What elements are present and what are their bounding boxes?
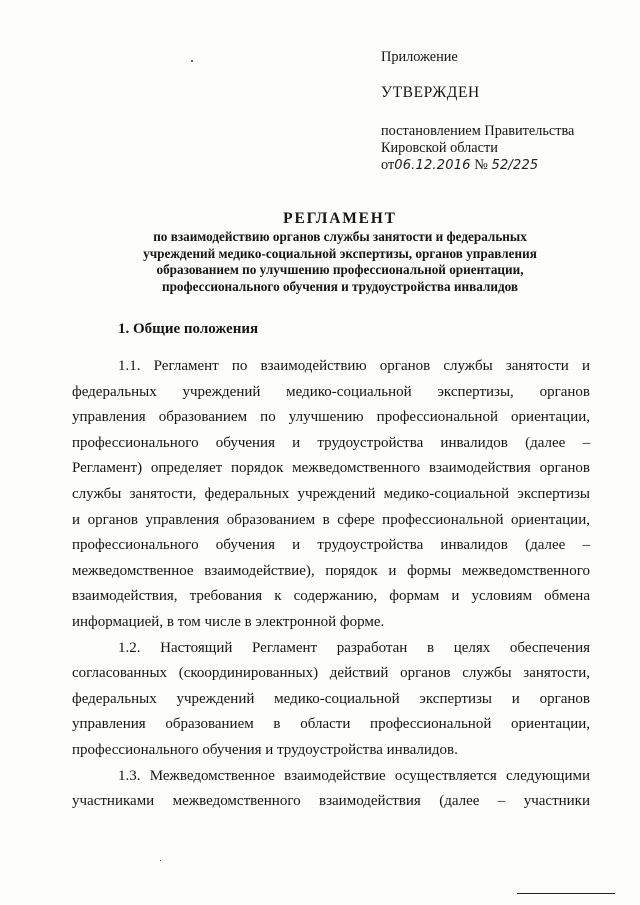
appendix-label: Приложение — [381, 49, 458, 65]
scan-speck — [191, 60, 193, 62]
text-line: 1.1. Регламент по взаимодействию органов службы занятости и — [118, 358, 590, 374]
document-body — [72, 354, 590, 815]
text-line: федеральных учреждений медико-социальной экспертизы и органов — [72, 690, 590, 707]
document-subtitle: по взаимодействию органов службы занятости и федеральных учреждений медико-социальной экспертизы, органов управления образованием по улучшению профессиональной ориентации, профессионального обучения и трудоустройства инвалидов — [143, 229, 537, 294]
paragraph-1-3 — [72, 764, 590, 815]
text-line: профессионального обучения и трудоустройства инвалидов. — [72, 741, 458, 758]
text-line: участниками межведомственного взаимодействия (далее – участники — [72, 793, 590, 810]
decree-line-1: постановлением Правительства — [381, 123, 575, 139]
text-line: и органов управления образованием в сфере профессиональной ориентации, — [72, 511, 590, 528]
text-line: взаимодействия, требования к содержанию, формам и условиям обмена — [72, 588, 590, 605]
footer-rule — [517, 893, 615, 894]
text-line: федеральных учреждений медико-социальной экспертизы, органов — [72, 383, 590, 400]
text-line: службы занятости, федеральных учреждений медико-социальной экспертизы — [72, 485, 590, 502]
text-line: информацией, в том числе в электронной форме. — [72, 613, 385, 630]
approved-label: УТВЕРЖДЕН — [381, 84, 480, 101]
text-line: межведомственное взаимодействие), порядок и формы межведомственного — [72, 562, 590, 579]
text-line: Регламент) определяет порядок межведомственного взаимодействия органов — [72, 460, 590, 477]
document-title: РЕГЛАМЕНТ — [283, 210, 397, 227]
decree-line-2: Кировской области — [381, 140, 498, 156]
decree-number-sign: № — [474, 157, 488, 173]
decree-date-line — [381, 157, 621, 174]
text-line: управления образованием по улучшению профессиональной ориентации, — [72, 409, 590, 426]
document-title-block — [90, 209, 590, 295]
decree-number: 52/225 — [491, 158, 539, 173]
text-line: управления образованием в области профессиональной ориентации, — [72, 716, 590, 733]
text-line: 1.2. Настоящий Регламент разработан в целях обеспечения — [118, 639, 590, 656]
paragraph-1-2 — [72, 636, 590, 764]
section-heading: 1. Общие положения — [118, 321, 259, 337]
text-line: профессионального обучения и трудоустройства инвалидов (далее – — [72, 537, 590, 554]
decree-prefix: от — [381, 157, 395, 173]
approval-block — [381, 49, 621, 174]
scan-speck — [160, 860, 161, 861]
decree-date: 06.12.2016 — [394, 158, 471, 173]
text-line: согласованных (скоординированных) действий органов службы занятости, — [72, 665, 590, 682]
text-line: 1.3. Межведомственное взаимодействие осуществляется следующими — [118, 767, 590, 784]
paragraph-1-1 — [72, 354, 590, 636]
text-line: профессионального обучения и трудоустройства инвалидов (далее – — [72, 434, 590, 451]
